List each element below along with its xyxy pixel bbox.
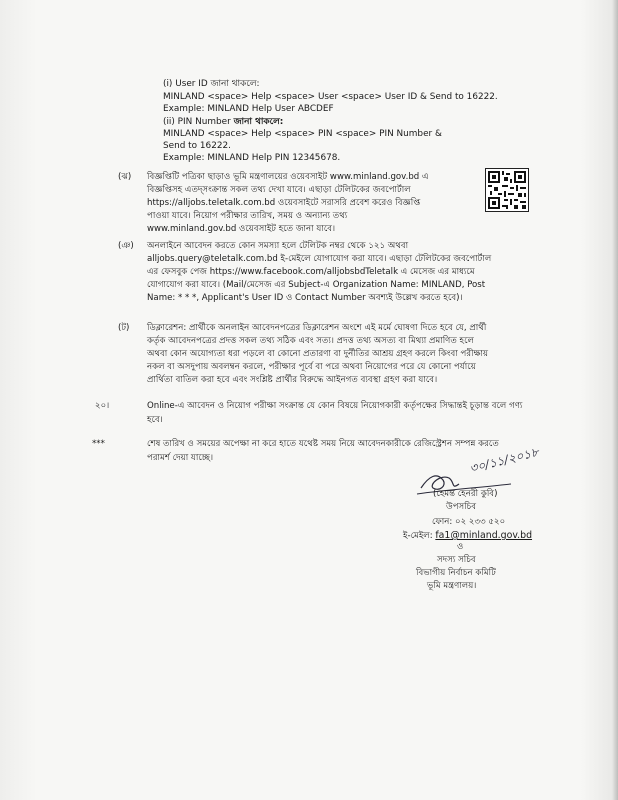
item-stars-line: পরামর্শ দেয়া যাচ্ছে। bbox=[147, 453, 214, 463]
signatory-name: (হেমন্ত হেনরী কুবি) bbox=[433, 489, 498, 499]
email-label: ই-মেইল: bbox=[403, 531, 433, 541]
item-jha-line: বিজ্ঞপ্তিটি পত্রিকা ছাড়াও ভূমি মন্ত্রণালয়ের ওয়েবসাইট www.minland.gov.bd এ bbox=[147, 172, 429, 182]
qr-code bbox=[485, 168, 529, 212]
and-conjunction: ও bbox=[457, 542, 464, 552]
signatory-email-row bbox=[403, 530, 532, 542]
ministry-name: ভূমি মন্ত্রণালয়। bbox=[427, 581, 477, 591]
page-edge-shadow bbox=[612, 0, 618, 800]
handwritten-date: ৩০/১১/২০১৮ bbox=[468, 444, 540, 476]
signatory-phone: ফোন: ০২ ২৩৩ ৫২০ bbox=[432, 517, 506, 527]
item-jha-line: https://alljobs.teletalk.com.bd ওয়েবসাইটে সরাসরি প্রবেশ করেও বিজ্ঞপ্তি bbox=[147, 198, 421, 208]
member-secretary: সদস্য সচিব bbox=[437, 555, 476, 565]
item-jha-marker: (ঝ) bbox=[118, 172, 132, 182]
pin-heading-suffix: জানা থাকলে: bbox=[233, 117, 284, 127]
item-nya-line: alljobs.query@teletalk.com.bd ই-মেইলে যোগাযোগ করা যাবে। এছাড়া টেলিটকের জবপোর্টাল bbox=[147, 254, 492, 264]
email-link[interactable]: fa1@minland.gov.bd bbox=[435, 530, 533, 541]
pin-heading-prefix: (ii) PIN Number bbox=[163, 117, 231, 127]
item-ta-line: কর্তৃক আবেদনপত্রের প্রদত্ত সকল তথ্য সঠিক এবং সত্য। প্রদত্ত তথ্য অসত্য বা মিথ্যা প্রমাণিত হলে bbox=[147, 336, 474, 346]
item-jha-line: বিজ্ঞপ্তিসহ এতদ্সংক্রান্ত সকল তথ্য দেখা যাবে। এছাড়া টেলিটকের জবপোর্টাল bbox=[147, 185, 411, 195]
committee-name: বিভাগীয় নির্বাচন কমিটি bbox=[416, 568, 496, 578]
item-nya-marker: (ঞ) bbox=[118, 241, 134, 251]
pin-example: Example: MINLAND Help PIN 12345678. bbox=[163, 153, 341, 163]
item-nya-line: Name: * * *, Applicant's User ID ও Contact Number অবশ্যই উল্লেখ করতে হবে)। bbox=[147, 293, 463, 303]
item-stars-marker: *** bbox=[92, 439, 105, 449]
item-jha-line: পাওয়া যাবে। নিয়োগ পরীক্ষার তারিখ, সময় ও অন্যান্য তথ্য bbox=[147, 211, 348, 221]
item-20-line: Online-এ আবেদন ও নিয়োগ পরীক্ষা সংক্রান্ত যে কোন বিষয়ে নিয়োগকারী কর্তৃপক্ষের সিদ্ধান্তই চূড়ান্ত বলে গণ্য bbox=[147, 401, 523, 411]
item-ta-line: ডিক্লারেশন: প্রার্থীকে অনলাইন আবেদনপত্রের ডিক্লারেশন অংশে এই মর্মে ঘোষণা দিতে হবে যে, প্রার্থী bbox=[147, 323, 487, 333]
item-stars-line: শেষ তারিখ ও সময়ের অপেক্ষা না করে হাতে যথেষ্ট সময় নিয়ে আবেদনকারীকে রেজিস্ট্রেশন সম্পন্ন করতে bbox=[147, 439, 499, 449]
signatory-designation: উপসচিব bbox=[446, 502, 477, 512]
item-nya-line: যোগাযোগ করা যাবে। (Mail/মেসেজ এর Subject-এ Organization Name: MINLAND, Post bbox=[147, 280, 486, 290]
item-ta-line: প্রার্থিতা বাতিল করা হবে এবং সংশ্লিষ্ট প্রার্থীর বিরুদ্ধে আইনগত ব্যবস্থা গ্রহণ করা যাবে। bbox=[147, 375, 438, 385]
item-ta-marker: (ট) bbox=[118, 323, 130, 333]
pin-format-line2: Send to 16222. bbox=[163, 141, 231, 151]
item-20-marker: ২০। bbox=[95, 401, 110, 411]
item-20-line: হবে। bbox=[147, 415, 163, 425]
item-nya-line: এর ফেসবুক পেজ https://www.facebook.com/alljobsbdTeletalk এ মেসেজ এর মাধ্যমে bbox=[147, 267, 475, 277]
item-nya-line: অনলাইনে আবেদন করতে কোন সমস্যা হলে টেলিটক নম্বর থেকে ১২১ অথবা bbox=[147, 241, 409, 251]
item-jha-line: www.minland.gov.bd ওয়েবসাইট হতে জানা যাবে। bbox=[147, 224, 336, 234]
item-ta-line: অথবা কোন অযোগ্যতা ধরা পড়লে বা কোনো প্রতারণা বা দুর্নীতির আশ্রয় গ্রহণ করলে কিংবা পরীক্ষায় bbox=[147, 349, 489, 359]
user-id-example: Example: MINLAND Help User ABCDEF bbox=[163, 104, 334, 114]
item-ta-line: নকল বা অসদুপায় অবলম্বন করলে, পরীক্ষার পূর্বে বা পরে অথবা নিয়োগের পরে যে কোনো পর্যায়ে bbox=[147, 362, 476, 372]
pin-format-line1: MINLAND <space> Help <space> PIN <space> PIN Number & bbox=[163, 129, 442, 139]
pin-heading bbox=[163, 117, 283, 129]
user-id-format: MINLAND <space> Help <space> User <space> User ID & Send to 16222. bbox=[163, 92, 498, 102]
user-id-heading: (i) User ID জানা থাকলে: bbox=[163, 79, 260, 89]
